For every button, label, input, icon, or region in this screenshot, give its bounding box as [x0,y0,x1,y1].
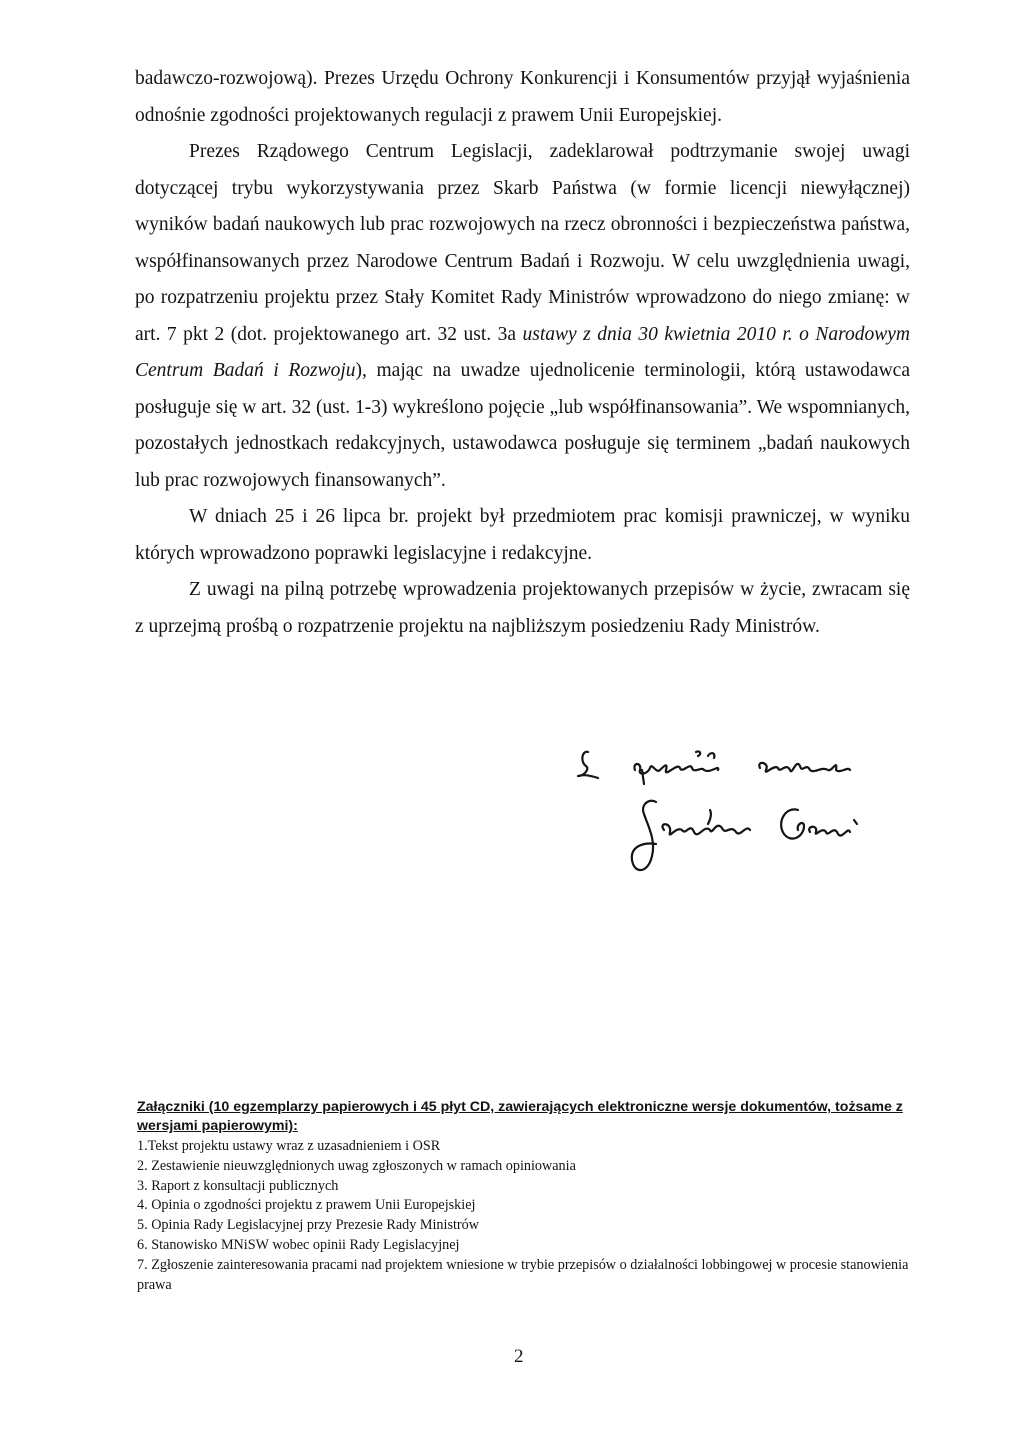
paragraph-1: badawczo-rozwojową). Prezes Urzędu Ochrony Konkurencji i Konsumentów przyjął wyjaśnienia odnośnie zgodności projektowanych regulacji z prawem Unii Europejskiej. [135,68,910,126]
attachments-list [137,1137,927,1295]
list-item: 6. Stanowisko MNiSW wobec opinii Rady Legislacyjnej [137,1236,460,1253]
paragraph-2 [135,134,910,499]
paragraph-3: W dniach 25 i 26 lipca br. projekt był przedmiotem prac komisji prawniczej, w wyniku których wprowadzono poprawki legislacyjne i redakcyjne. [135,506,910,564]
list-item: 2. Zestawienie nieuwzględnionych uwag zgłoszonych w ramach opiniowania [137,1157,576,1174]
attachments-heading: Załączniki (10 egzemplarzy papierowych i 45 płyt CD, zawierających elektroniczne wersje dokumentów, tożsame z wersjami papierowymi): [137,1099,903,1134]
paragraph-2-end: ), mając na uwadze ujednolicenie terminologii, którą ustawodawca posługuje się w art. 32 (ust. 1-3) wykreślono pojęcie „lub współfinansowania”. We wspomnianych, pozostałych jednostkach redakcyjnych, ustawodawca posługuje się terminem „badań naukowych lub prac rozwojowych finansowanych”. [135,360,910,491]
act-title: ustawy z dnia 30 kwietnia 2010 r. o Narodowym Centrum Badań i Rozwoju [135,323,911,381]
list-item: 4. Opinia o zgodności projektu z prawem Unii Europejskiej [137,1197,476,1214]
paragraph-2-start: Prezes Rządowego Centrum Legislacji, zadeklarował podtrzymanie swojej uwagi dotyczącej trybu wykorzystywania przez Skarb Państwa (w formie licencji niewyłącznej) wyników badań naukowych lub prac rozwojowych na rzecz obronności i bezpieczeństwa państwa, współfinansowanych przez Narodowe Centrum Badań i Rozwoju. W celu uwzględnienia uwagi, po rozpatrzeniu projektu przez Stały Komitet Rady Ministrów wprowadzono do niego zmianę: w art. 7 pkt 2 (dot. projektowanego art. 32 ust. 3a [135,141,910,345]
list-item: 3. Raport z konsultacji publicznych [137,1177,339,1194]
page-number: 2 [514,1346,524,1367]
handwritten-signature [560,740,890,890]
paragraph-4: Z uwagi na pilną potrzebę wprowadzenia projektowanych przepisów w życie, zwracam się z uprzejmą prośbą o rozpatrzenie projektu na najbliższym posiedzeniu Rady Ministrów. [135,579,910,637]
list-item: 5. Opinia Rady Legislacyjnej przy Prezesie Rady Ministrów [137,1217,479,1234]
list-item: 1.Tekst projektu ustawy wraz z uzasadnieniem i OSR [137,1138,441,1154]
letter-body [135,61,910,645]
list-item: 7. Zgłoszenie zainteresowania pracami nad projektem wniesione w trybie przepisów o działalności lobbingowej w procesie stanowienia prawa [137,1256,909,1293]
attachments-section [137,1098,927,1295]
